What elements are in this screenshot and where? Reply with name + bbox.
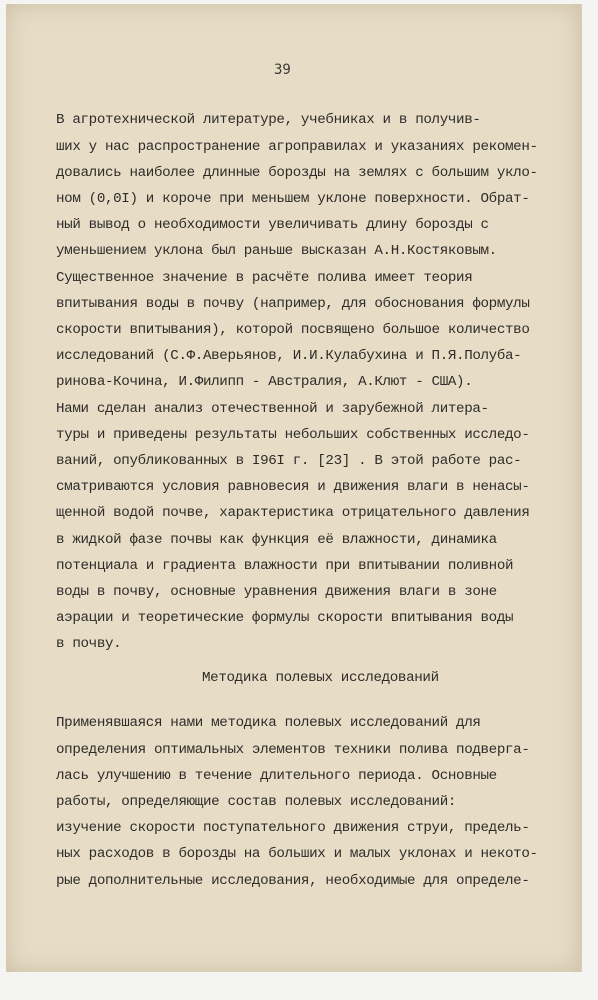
- text-line: сматриваются условия равновесия и движения влаги в ненасы-: [56, 479, 530, 495]
- text-line: в почву.: [56, 636, 122, 652]
- page-number: 39: [274, 62, 291, 78]
- text-line: в жидкой фазе почвы как функция её влажности, динамика: [56, 532, 497, 548]
- text-line: ших у нас распространение агроправилах и указаниях рекомен-: [56, 139, 538, 155]
- text-line: Существенное значение в расчёте полива имеет теория: [56, 270, 473, 286]
- text-line: ном (0,0I) и короче при меньшем уклоне поверхности. Обрат-: [56, 191, 530, 207]
- text-line: потенциала и градиента влажности при впитывании поливной: [56, 558, 514, 574]
- text-line: впитывания воды в почву (например, для обоснования формулы: [56, 296, 530, 312]
- section-heading: Методика полевых исследований: [202, 670, 439, 686]
- text-line: ных расходов в борозды на больших и малых уклонах и некото-: [56, 846, 538, 862]
- text-line: определения оптимальных элементов техники полива подверга-: [56, 742, 530, 758]
- text-line: довались наиболее длинные борозды на землях с большим укло-: [56, 165, 538, 181]
- text-line: ный вывод о необходимости увеличивать длину борозды с: [56, 217, 489, 233]
- text-line: ваний, опубликованных в I96I г. [23] . В этой работе рас-: [56, 453, 522, 469]
- text-line: воды в почву, основные уравнения движения влаги в зоне: [56, 584, 497, 600]
- text-line: щенной водой почве, характеристика отрицательного давления: [56, 505, 530, 521]
- text-line: рые дополнительные исследования, необходимые для определе-: [56, 873, 530, 889]
- text-line: ринова-Кочина, И.Филипп - Австралия, А.Клют - США).: [56, 374, 473, 390]
- text-line: Применявшаяся нами методика полевых исследований для: [56, 715, 481, 731]
- text-line: Нами сделан анализ отечественной и зарубежной литера-: [56, 401, 489, 417]
- text-line: скорости впитывания), которой посвящено большое количество: [56, 322, 530, 338]
- text-line: уменьшением уклона был раньше высказан А.Н.Костяковым.: [56, 243, 497, 259]
- text-line: исследований (С.Ф.Аверьянов, И.И.Кулабухина и П.Я.Полуба-: [56, 348, 522, 364]
- text-line: лась улучшению в течение длительного периода. Основные: [56, 768, 497, 784]
- text-line: работы, определяющие состав полевых исследований:: [56, 794, 457, 810]
- text-line: В агротехнической литературе, учебниках и в получив-: [56, 112, 481, 128]
- text-line: аэрации и теоретические формулы скорости впитывания воды: [56, 610, 514, 626]
- document-page: [6, 4, 582, 972]
- text-line: туры и приведены результаты небольших собственных исследо-: [56, 427, 530, 443]
- text-line: изучение скорости поступательного движения струи, предель-: [56, 820, 530, 836]
